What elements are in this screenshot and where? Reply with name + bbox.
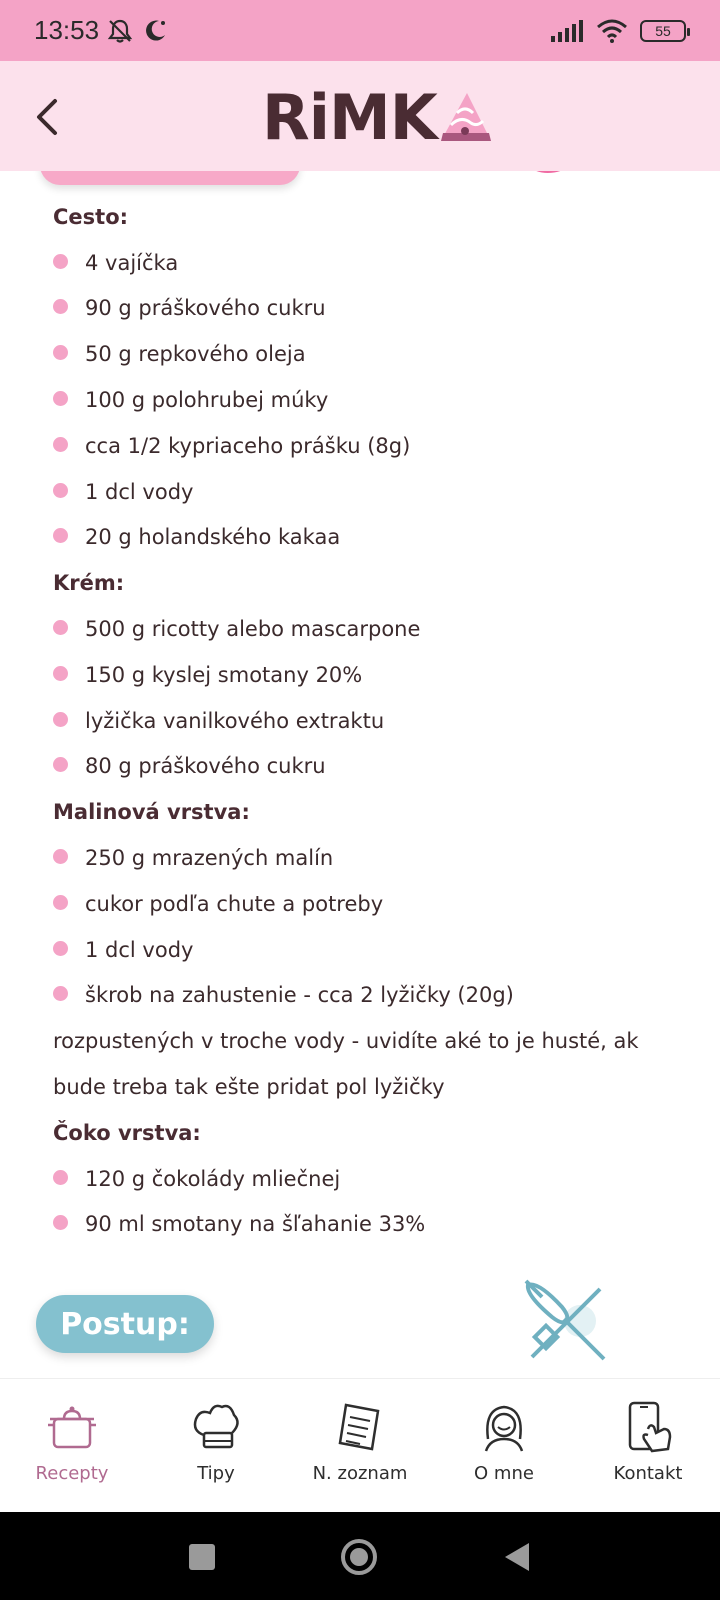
whisk-rolling-pin-icon (518, 1277, 610, 1367)
bottom-nav (0, 1378, 720, 1512)
triangle-back-icon (503, 1541, 531, 1573)
list-item-continuation: rozpustených v troche vody - uvidíte aké to je husté, ak (53, 1029, 639, 1054)
pot-icon (44, 1399, 100, 1455)
list-item: škrob na zahustenie - cca 2 lyžičky (20g) (53, 973, 693, 1019)
bullet (53, 757, 68, 772)
bullet (53, 849, 68, 864)
square-icon (188, 1543, 216, 1571)
list-item: cukor podľa chute a potreby (53, 881, 693, 927)
bullet (53, 620, 68, 635)
battery-level: 55 (655, 22, 671, 39)
signal-icon (550, 20, 584, 42)
postup-label: Postup: (60, 1306, 190, 1342)
bullet (53, 391, 68, 406)
recents-button[interactable] (177, 1532, 227, 1582)
list-item: 20 g holandského kakaa (53, 515, 693, 561)
section-pill-partial (40, 171, 300, 185)
logo-text: RiMK (262, 80, 437, 154)
list-item: 1 dcl vody (53, 927, 693, 973)
bullet (53, 1215, 68, 1230)
circle-icon (339, 1537, 379, 1577)
bullet (53, 345, 68, 360)
nav-n-zoznam[interactable] (288, 1379, 432, 1513)
list-item: 500 g ricotty alebo mascarpone (53, 606, 693, 652)
bowl-icon (518, 171, 608, 191)
bullet (53, 666, 68, 681)
system-nav-bar (0, 1512, 720, 1600)
bullet (53, 1170, 68, 1185)
postup-section-pill (36, 1295, 214, 1353)
bullet (53, 528, 68, 543)
ingredient-heading: Cesto: (53, 204, 129, 229)
battery-icon (640, 20, 686, 42)
back-button[interactable] (22, 89, 72, 145)
moon-alarm-icon (141, 17, 169, 45)
nav-kontakt[interactable] (576, 1379, 720, 1513)
cake-slice-icon (437, 87, 493, 147)
chef-hat-icon (188, 1399, 244, 1455)
recipe-content[interactable] (0, 171, 720, 1378)
nav-label: Kontakt (613, 1463, 683, 1484)
nav-label: Recepty (35, 1463, 109, 1484)
list-item: 4 vajíčka (53, 240, 693, 286)
bullet (53, 483, 68, 498)
bullet (53, 299, 68, 314)
list-item: 80 g práškového cukru (53, 744, 693, 790)
list-item: lyžička vanilkového extraktu (53, 698, 693, 744)
ingredient-heading: Krém: (53, 571, 125, 596)
bullet (53, 941, 68, 956)
list-item: 250 g mrazených malín (53, 835, 693, 881)
status-time: 13:53 (34, 15, 100, 45)
list-item: 90 ml smotany na šľahanie 33% (53, 1202, 693, 1248)
nav-tipy[interactable] (144, 1379, 288, 1513)
list-item-continuation: bude treba tak ešte pridat pol lyžičky (53, 1075, 445, 1100)
ingredients-list (53, 194, 693, 1247)
logo (262, 77, 493, 157)
nav-recepty[interactable] (0, 1379, 144, 1513)
list-item: 100 g polohrubej múky (53, 377, 693, 423)
wifi-icon (596, 19, 628, 43)
status-bar (0, 0, 720, 61)
chevron-left-icon (33, 97, 61, 137)
nav-label: Tipy (197, 1463, 235, 1484)
list-item: 1 dcl vody (53, 469, 693, 515)
app-header (0, 61, 720, 171)
woman-avatar-icon (476, 1399, 532, 1455)
bell-off-icon (107, 18, 133, 44)
nav-o-mne[interactable] (432, 1379, 576, 1513)
nav-label: N. zoznam (312, 1463, 408, 1484)
ingredient-heading: Malinová vrstva: (53, 800, 250, 825)
bullet (53, 437, 68, 452)
shopping-list-icon (332, 1399, 388, 1455)
list-item: 90 g práškového cukru (53, 286, 693, 332)
list-item: 50 g repkového oleja (53, 331, 693, 377)
list-item: 120 g čokolády mliečnej (53, 1156, 693, 1202)
nav-label: O mne (474, 1463, 534, 1484)
list-item: 150 g kyslej smotany 20% (53, 652, 693, 698)
list-item: cca 1/2 kypriaceho prášku (8g) (53, 423, 693, 469)
bullet (53, 986, 68, 1001)
phone-hand-icon (620, 1399, 676, 1455)
ingredient-heading: Čoko vrstva: (53, 1120, 201, 1145)
home-button[interactable] (334, 1532, 384, 1582)
bullet (53, 712, 68, 727)
back-nav-button[interactable] (492, 1532, 542, 1582)
bullet (53, 254, 68, 269)
bullet (53, 895, 68, 910)
